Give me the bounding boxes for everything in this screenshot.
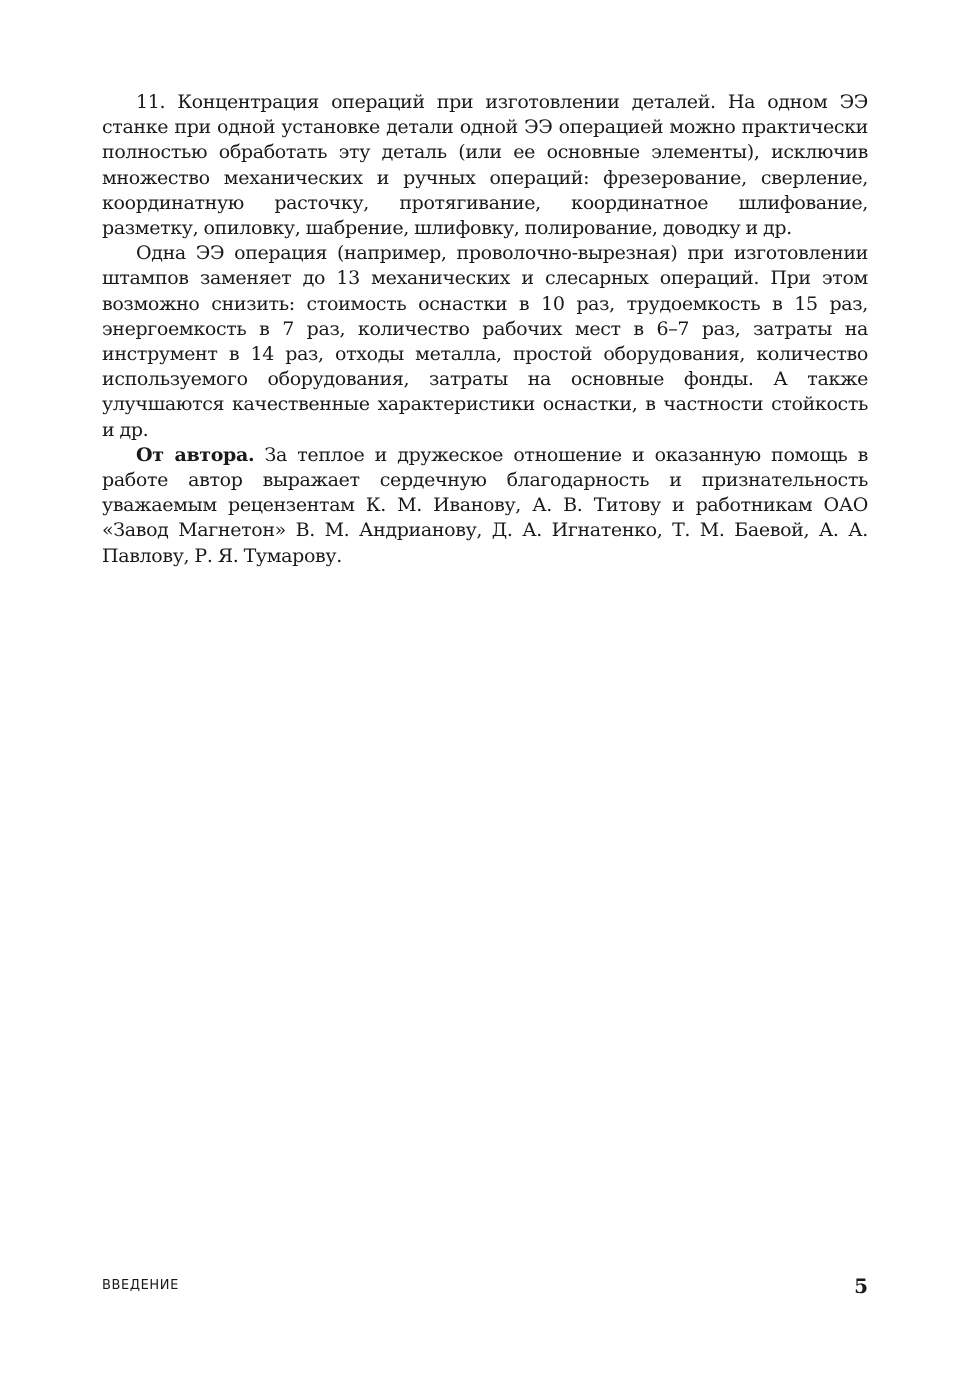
paragraph-concentration	[102, 90, 868, 241]
page-number: 5	[854, 1274, 868, 1298]
running-footer-section: ВВЕДЕНИЕ	[102, 1278, 179, 1293]
paragraph-text: За теплое и дружеское отношение и оказанную помощь в работе автор выражает сердечную благодарность и признательность уважаемым рецензентам К. М. Иванову, А. В. Титову и работникам ОАО «Завод Магнетон» В. М. Андрианову, Д. А. Игнатенко, Т. М. Баевой, А. А. Павлову, Р. Я. Тумарову.	[102, 443, 869, 567]
paragraph-text: 11. Концентрация операций при изготовлении деталей. На одном ЭЭ станке при одной установке детали одной ЭЭ операцией можно практически полностью обработать эту деталь (или ее основные элементы), исключив множество механических и ручных операций: фрезерование, сверление, координатную расточку, протягивание, координатное шлифование, разметку, опиловку, шабрение, шлифовку, полирование, доводку и др.	[102, 91, 868, 240]
page-body	[102, 90, 868, 569]
paragraph-lead-author: От автора.	[136, 443, 255, 466]
paragraph-operation-example	[102, 241, 868, 443]
paragraph-text: Одна ЭЭ операция (например, проволочно-вырезная) при изготовлении штампов заменяет до 13 механических и слесарных операций. При этом возможно снизить: стоимость оснастки в 10 раз, трудоемкость в 15 раз, энергоемкость в 7 раз, количество рабочих мест в 6–7 раз, затраты на инструмент в 14 раз, отходы металла, простой оборудования, количество используемого оборудования, затраты на основные фонды. А также улучшаются качественные характеристики оснастки, в частности стойкость и др.	[102, 242, 868, 441]
paragraph-acknowledgements	[102, 443, 868, 569]
